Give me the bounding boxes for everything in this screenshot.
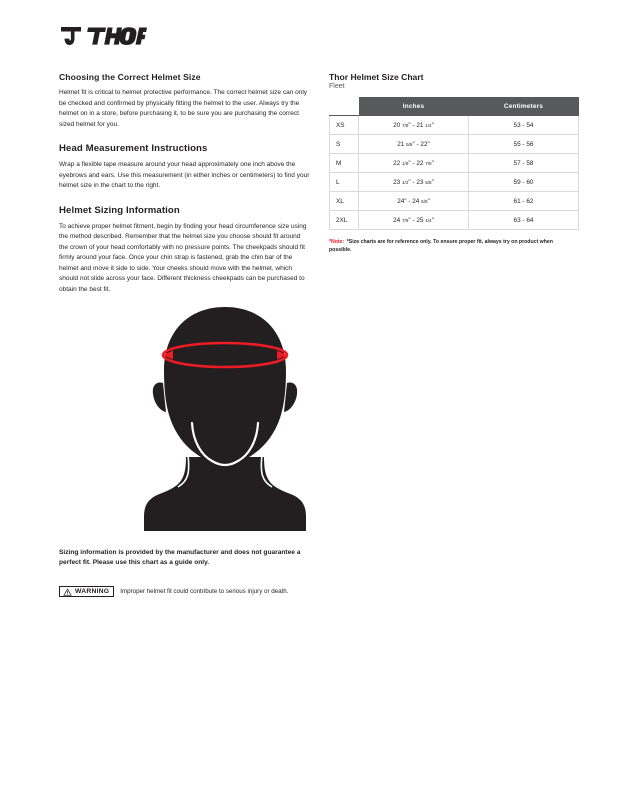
table-header-centimeters: Centimeters bbox=[469, 98, 579, 116]
warning-triangle-icon bbox=[63, 588, 72, 596]
warning-badge bbox=[59, 586, 114, 597]
cell-size: 2XL bbox=[330, 211, 359, 230]
cell-inches: 24" - 24 5/8" bbox=[359, 192, 469, 211]
cell-centimeters: 63 - 64 bbox=[469, 211, 579, 230]
size-chart-title: Thor Helmet Size Chart bbox=[329, 72, 424, 82]
size-chart-table bbox=[329, 97, 579, 230]
cell-size: S bbox=[330, 135, 359, 154]
footer-disclaimer: Sizing information is provided by the manufacturer and does not guarantee a perfect fit. Please use this chart as a guide only. bbox=[59, 549, 301, 567]
cell-centimeters: 59 - 60 bbox=[469, 173, 579, 192]
section-title-head-measurement: Head Measurement Instructions bbox=[59, 143, 208, 155]
section-body-head-measurement: Wrap a flexible tape measure around your head approximately one inch above the eyebrows and ears. Use this measurement (in either inches or centimeters) to find your helmet size in the chart to the right. bbox=[59, 161, 310, 190]
cell-size: XL bbox=[330, 192, 359, 211]
cell-centimeters: 53 - 54 bbox=[469, 116, 579, 135]
table-row bbox=[330, 116, 579, 135]
table-row bbox=[330, 211, 579, 230]
cell-inches: 21 5/8" - 22" bbox=[359, 135, 469, 154]
size-chart-header bbox=[330, 98, 579, 116]
table-header-row bbox=[330, 98, 579, 116]
cell-size: XS bbox=[330, 116, 359, 135]
table-row bbox=[330, 173, 579, 192]
table-row bbox=[330, 192, 579, 211]
section-body-sizing-information: To achieve proper helmet fitment, begin by finding your head circumference size using the method described. Remember that the helmet size you choose should fit around the crown of your head comfortably with no pressure points. The cheekpads should fit firmly around your face. Once your chin strap is fastened, grab the chin bar of the helmet and move it side to side. Your cheeks should move with the helmet, which should not slide across your face. Different thickness cheekpads can be purchased to obtain the best fit. bbox=[59, 222, 307, 293]
left-content-column bbox=[59, 72, 311, 308]
note-text: *Size charts are for reference only. To ensure proper fit, always try on product when possible. bbox=[329, 239, 553, 253]
cell-inches: 20 7/8" - 21 1/4" bbox=[359, 116, 469, 135]
table-header-inches: Inches bbox=[359, 98, 469, 116]
section-title-choosing-size: Choosing the Correct Helmet Size bbox=[59, 72, 201, 82]
cell-size: L bbox=[330, 173, 359, 192]
size-chart-note bbox=[329, 239, 564, 255]
size-chart-subtitle: Fleet bbox=[329, 83, 345, 90]
thor-logo-icon bbox=[59, 26, 147, 46]
table-row bbox=[330, 135, 579, 154]
warning-row bbox=[59, 586, 288, 597]
warning-text: Improper helmet fit could contribute to serious injury or death. bbox=[120, 588, 289, 595]
table-header-size bbox=[330, 98, 359, 116]
section-body-choosing-size: Helmet fit is critical to helmet protective performance. The correct helmet size can only be checked and confirmed by physically fitting the helmet to the user. Always try the helmet on in a store, before purchasing it, to be sure you are purchasing the correct sized helmet for you. bbox=[59, 89, 308, 128]
note-label: *Note: bbox=[329, 239, 345, 245]
cell-centimeters: 55 - 56 bbox=[469, 135, 579, 154]
size-chart-body bbox=[330, 116, 579, 230]
warning-label: WARNING bbox=[75, 588, 110, 595]
cell-size: M bbox=[330, 154, 359, 173]
cell-inches: 24 7/8" - 25 1/4" bbox=[359, 211, 469, 230]
table-row bbox=[330, 154, 579, 173]
cell-inches: 23 1/2" - 23 5/8" bbox=[359, 173, 469, 192]
head-measurement-diagram bbox=[100, 305, 350, 535]
size-chart-panel bbox=[329, 72, 579, 255]
thor-logo bbox=[59, 26, 147, 46]
cell-centimeters: 57 - 58 bbox=[469, 154, 579, 173]
cell-centimeters: 61 - 62 bbox=[469, 192, 579, 211]
section-title-sizing-information: Helmet Sizing Information bbox=[59, 204, 180, 216]
cell-inches: 22 1/8" - 22 7/8" bbox=[359, 154, 469, 173]
head-diagram-svg bbox=[100, 305, 350, 535]
